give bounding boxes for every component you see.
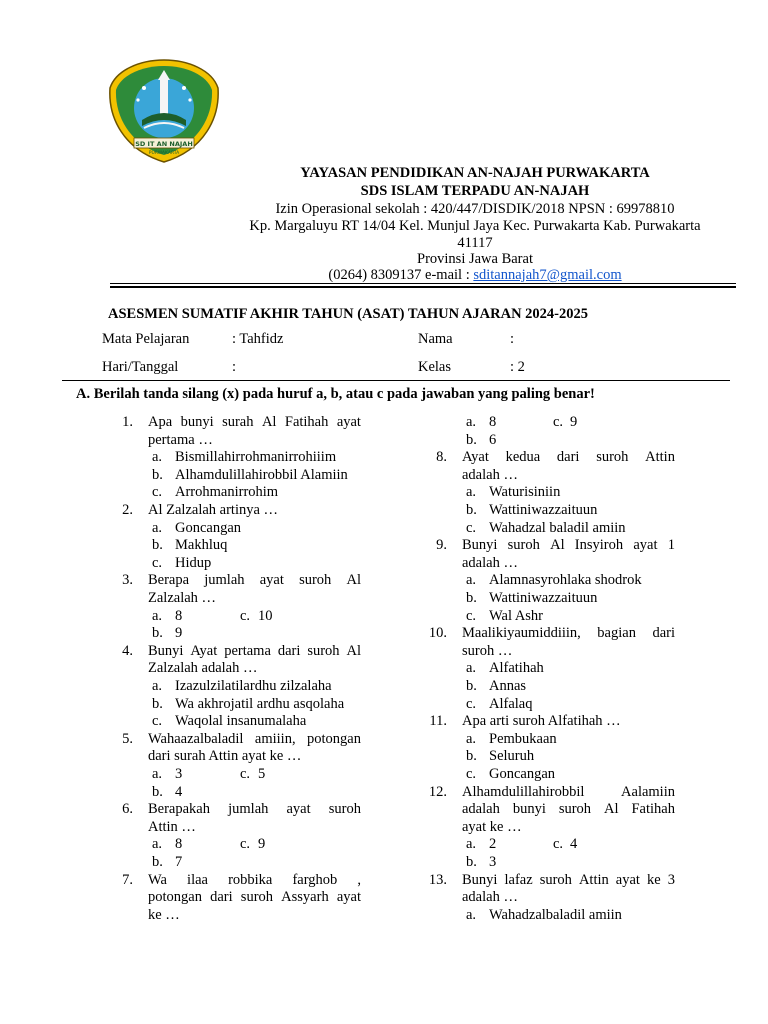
option-text: Arrohmanirrohim [175,484,279,501]
question-number: 10. [428,625,447,642]
question-number: 9. [436,537,447,554]
option-letter: b. [152,625,163,642]
option-letter: c. [553,414,564,430]
option-text: 6 [489,431,497,448]
question-text: Bunyi Ayat pertama dari suroh Al [148,642,361,659]
option-text: 9 [570,414,578,430]
option-letter: c. [553,836,564,853]
option-text: Alfalaq [489,695,533,712]
option-text: Alfatihah [489,660,544,677]
option-text: Wa akhrojatil ardhu asqolaha [175,695,345,712]
contact-line [225,266,725,284]
header-rule-thick [110,286,736,288]
option-text: Makhluq [175,537,228,554]
option-letter: c. [466,519,477,536]
question-number: 3. [122,572,133,589]
option-text: Bismillahirrohmanirrohiiim [175,449,337,466]
option-text: Wahadzal baladil amiin [489,519,626,536]
email-link[interactable]: sditannajah7@gmail.com [473,267,622,283]
instruction: A. Berilah tanda silang (x) pada huruf a, b, atau c pada jawaban yang paling benar! [76,386,595,402]
option-letter: a. [466,906,477,923]
option-text: 2 [489,836,497,853]
date-label: Hari/Tanggal [102,359,179,375]
option-letter: a. [466,414,477,430]
question-text: Al Zalzalah artinya … [148,502,279,518]
option-text: Alamnasyrohlaka shodrok [489,572,642,589]
option-letter: b. [152,466,163,483]
question-text: Bunyi lafaz suroh Attin ayat ke 3 [462,871,675,888]
option-text: 3 [175,766,183,782]
option-letter: a. [152,607,163,624]
option-text: 9 [175,625,183,642]
option-text: 8 [489,414,497,430]
question-text: Zalzalah … [148,590,217,606]
option-text: 5 [258,766,266,782]
class-value: : 2 [510,359,525,375]
school-logo [108,58,220,164]
option-letter: c. [240,607,251,624]
option-letter: b. [152,695,163,712]
option-text: Pembukaan [489,730,557,747]
option-letter: a. [466,484,477,501]
option-text: Seluruh [489,748,535,765]
option-text: 3 [489,854,497,870]
option-letter: a. [152,519,163,536]
option-letter: a. [466,730,477,747]
question-text: Berapa jumlah ayat suroh Al [148,572,361,589]
logo-text: SD IT AN NAJAH [135,140,193,148]
question-text: Bunyi suroh Al Insyiroh ayat 1 [462,537,675,554]
question-text: Maalikiyaumiddiiin, bagian dari [462,625,675,642]
option-text: Izazulzilatilardhu zilzalaha [175,678,332,694]
option-letter: b. [152,783,163,800]
option-letter: a. [466,660,477,677]
option-letter: c. [152,554,163,571]
option-letter: c. [152,713,163,730]
question-number: 1. [122,414,133,430]
province-line: Provinsi Jawa Barat [417,251,533,267]
phone-text: (0264) 8309137 e-mail : [328,267,474,283]
question-text: Berapakah jumlah ayat suroh [148,801,361,818]
option-letter: a. [152,836,163,853]
option-text: Annas [489,678,527,694]
option-text: Goncangan [489,766,556,782]
question-text: Zalzalah adalah … [148,660,258,677]
option-text: 7 [175,854,183,870]
question-text: suroh … [462,642,513,659]
option-letter: c. [240,766,251,782]
question-text: dari surah Attin ayat ke … [148,748,302,765]
question-text: Alhamdulillahirobbil Aalamiin [462,783,675,800]
option-letter: c. [466,766,477,782]
option-letter: a. [152,766,163,782]
info-rule [62,380,730,381]
option-text: Wal Ashr [489,607,544,624]
question-text: adalah … [462,554,518,571]
option-letter: c. [466,695,477,712]
option-text: 8 [175,607,183,624]
permit-line: Izin Operasional sekolah : 420/447/DISDIK/2018 NPSN : 69978810 [275,201,675,217]
option-text: Waturisiniin [489,484,561,501]
name-label: Nama [418,331,453,347]
option-text: 8 [175,836,183,853]
option-text: Wahadzalbaladil amiin [489,906,622,923]
question-number: 6. [122,801,133,818]
option-text: 10 [258,607,273,624]
option-text: 4 [570,836,578,853]
option-letter: b. [466,678,477,694]
question-text: potongan dari suroh Assyarh ayat [148,889,361,906]
question-text: ayat ke … [462,818,522,835]
question-number: 11. [429,713,447,730]
question-number: 13. [428,871,447,888]
option-text: Wattiniwazzaituun [489,502,598,518]
name-value: : [510,331,515,347]
option-text: Hidup [175,554,212,571]
option-letter: c. [240,836,251,853]
subject-value: : Tahfidz [232,331,284,347]
question-text: ke … [148,906,180,923]
option-letter: c. [152,484,163,501]
option-letter: b. [466,431,477,448]
option-letter: b. [152,854,163,870]
option-text: Goncangan [175,519,242,536]
question-number: 8. [436,449,447,466]
date-value: : [232,359,237,375]
option-letter: a. [466,572,477,589]
question-number: 5. [122,730,133,747]
question-text: adalah bunyi suroh Al Fatihah [462,801,675,818]
school-name: SDS ISLAM TERPADU AN-NAJAH [360,183,590,199]
class-label: Kelas [418,359,452,375]
option-letter: b. [466,854,477,870]
foundation-name: YAYASAN PENDIDIKAN AN-NAJAH PURWAKARTA [300,165,650,181]
option-letter: b. [466,748,477,765]
question-text: Wa ilaa robbika farghob , [148,871,361,888]
question-text: Apa arti suroh Alfatihah … [462,713,621,730]
option-letter: a. [152,678,163,694]
option-letter: a. [152,449,163,466]
header-rule-thin [110,283,736,284]
option-letter: b. [466,502,477,518]
option-text: Waqolal insanumalaha [175,713,307,730]
question-number: 12. [428,783,447,800]
question-number: 2. [122,502,133,518]
option-text: Alhamdulillahirobbil Alamiin [175,466,348,483]
option-letter: b. [466,590,477,606]
address-line-2: 41117 [457,235,493,251]
option-letter: b. [152,537,163,554]
question-number: 4. [122,642,133,659]
question-text: Apa bunyi surah Al Fatihah ayat [148,414,361,430]
question-text: adalah … [462,466,518,483]
option-text: Wattiniwazzaituun [489,590,598,606]
question-text: Ayat kedua dari suroh Attin [462,449,675,466]
option-letter: c. [466,607,477,624]
question-text: Wahaazalbaladil amiiin, potongan [148,730,361,747]
logo-subtext: PURWAKARTA [148,151,180,156]
exam-title: ASESMEN SUMATIF AKHIR TAHUN (ASAT) TAHUN AJARAN 2024-2025 [108,306,589,322]
subject-label: Mata Pelajaran [102,331,190,347]
address-line-1: Kp. Margaluyu RT 14/04 Kel. Munjul Jaya Kec. Purwakarta Kab. Purwakarta [249,218,701,234]
option-text: 4 [175,783,183,800]
question-number: 7. [122,871,133,888]
question-text: adalah … [462,889,518,906]
question-text: Attin … [148,818,196,835]
option-letter: a. [466,836,477,853]
option-text: 9 [258,836,266,853]
question-text: pertama … [148,431,213,448]
